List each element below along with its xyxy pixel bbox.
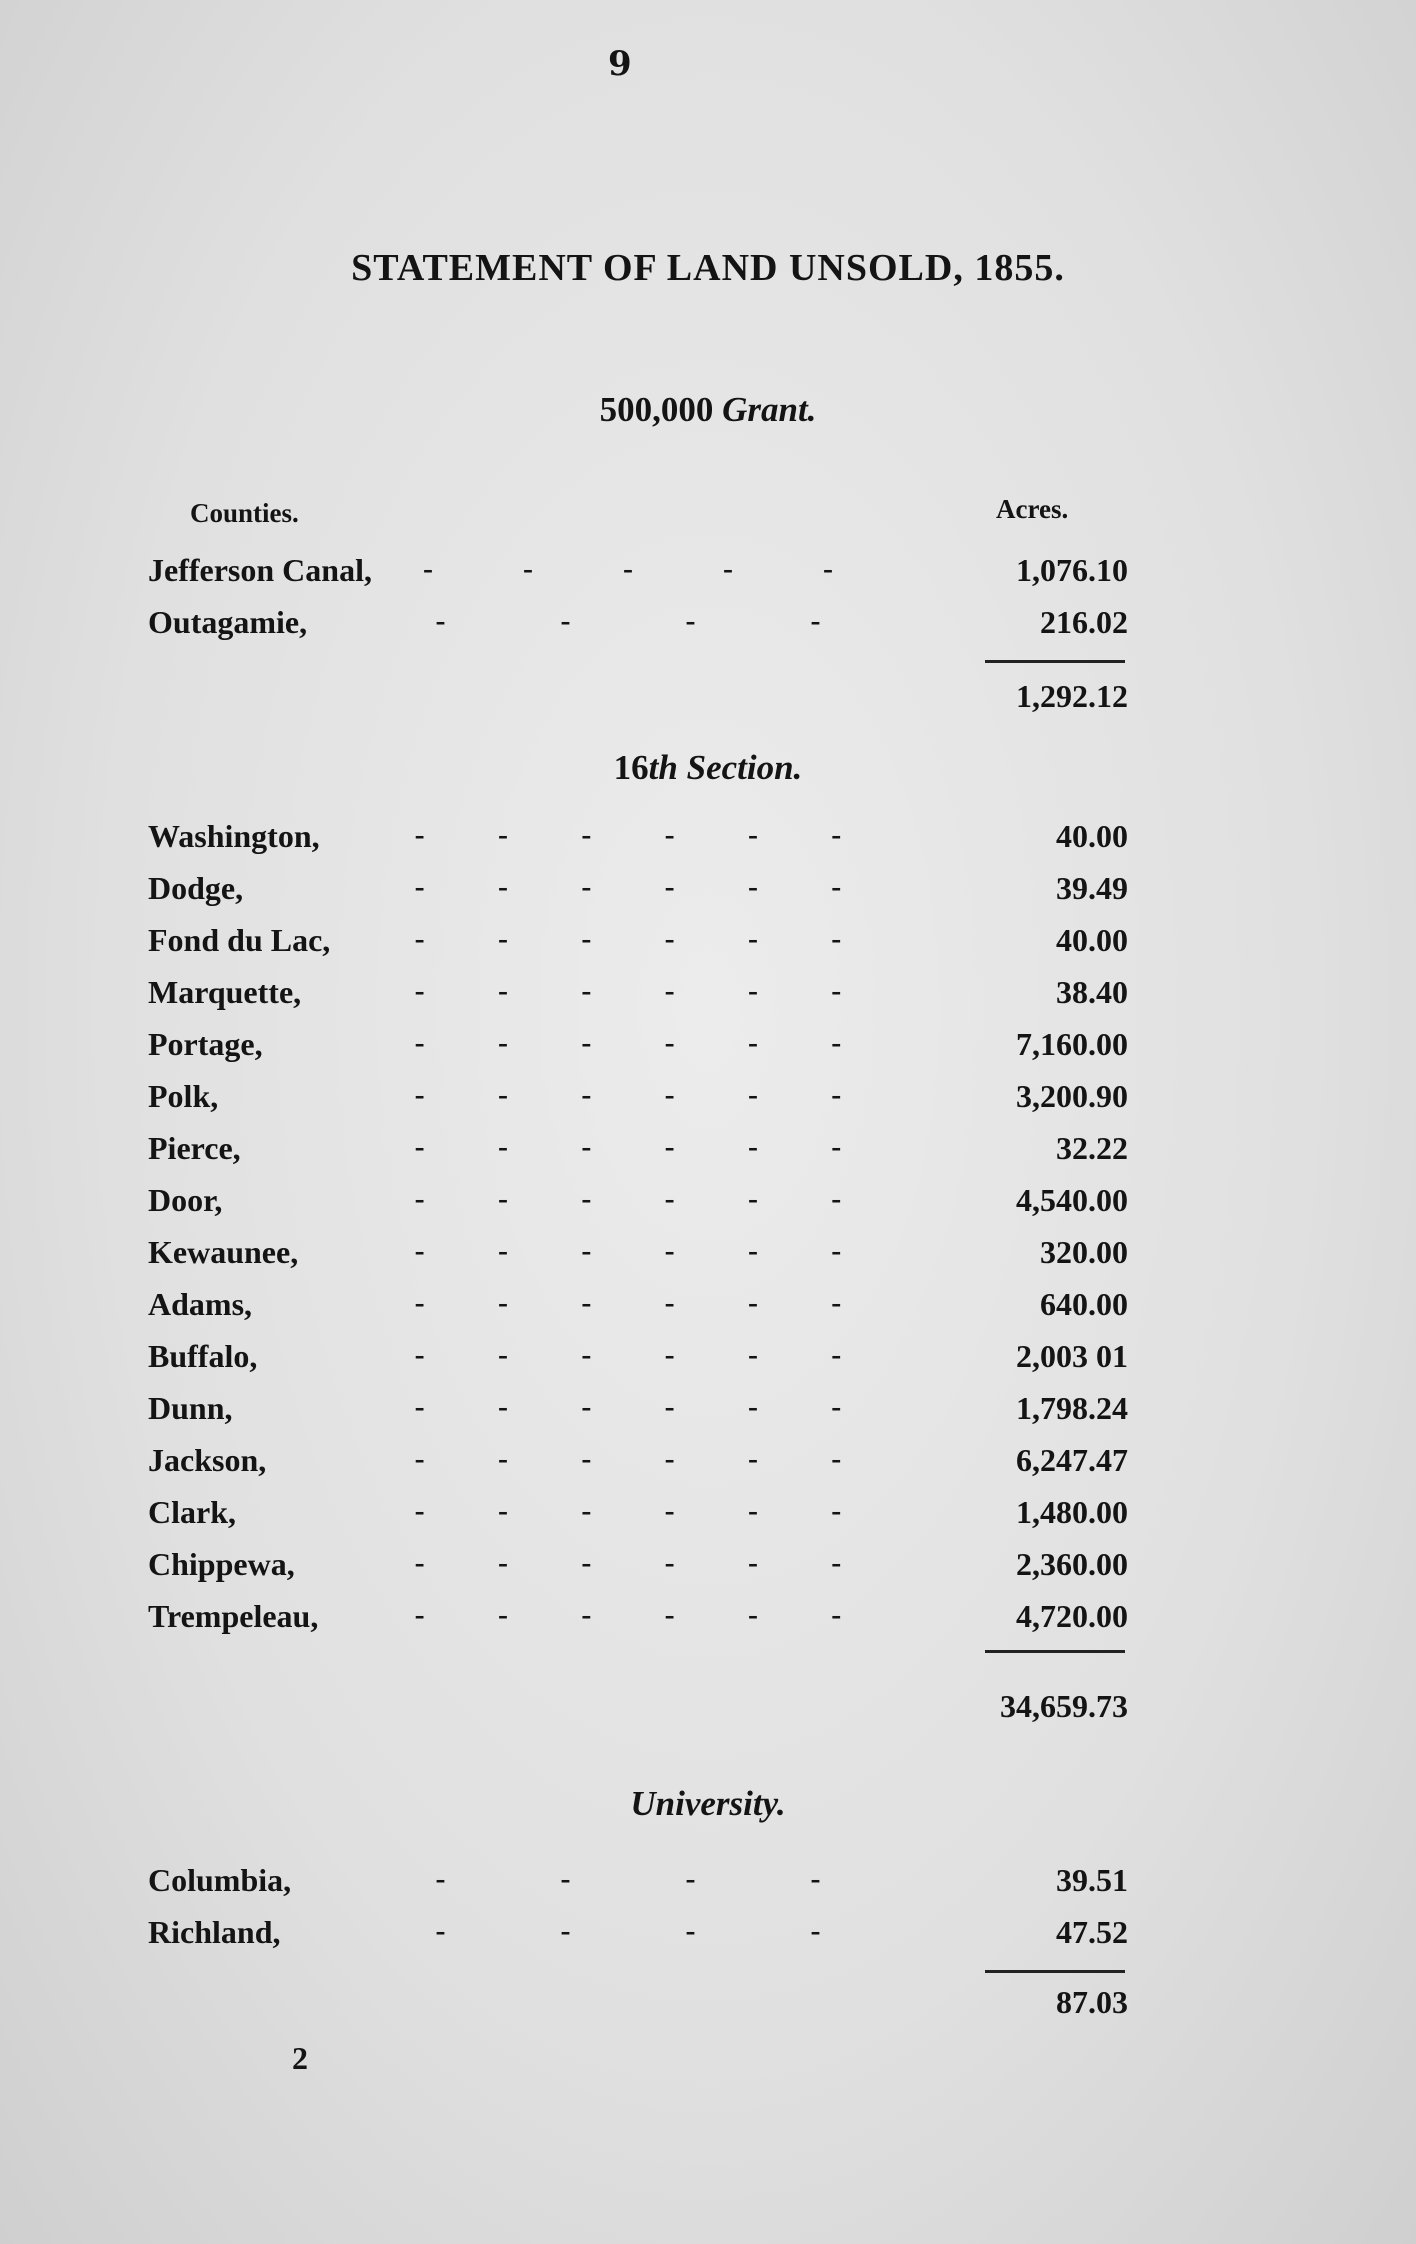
acres-value: 1,076.10 xyxy=(1016,552,1128,588)
signature-mark: 2 xyxy=(292,2040,308,2076)
acres-value: 1,798.24 xyxy=(1016,1390,1128,1426)
county-name: Outagamie, xyxy=(148,604,308,640)
leader-dots: - - - - - - xyxy=(414,1026,842,1059)
page-number: 9 xyxy=(608,44,632,84)
county-name: Jefferson Canal, xyxy=(148,552,372,588)
acres-value: 216.02 xyxy=(1040,604,1128,640)
county-name: Richland, xyxy=(148,1914,281,1950)
acres-value: 1,480.00 xyxy=(1016,1494,1128,1530)
table-row xyxy=(148,1234,1128,1278)
acres-value: 7,160.00 xyxy=(1016,1026,1128,1062)
section-heading-word: th Section. xyxy=(648,748,803,787)
section-total: 87.03 xyxy=(1056,1984,1128,2020)
county-name: Portage, xyxy=(148,1026,263,1062)
county-name: Jackson, xyxy=(148,1442,267,1478)
acres-value: 2,360.00 xyxy=(1016,1546,1128,1582)
table-row xyxy=(148,1862,1128,1906)
acres-value: 4,540.00 xyxy=(1016,1182,1128,1218)
page-title: STATEMENT OF LAND UNSOLD, 1855. xyxy=(351,247,1065,289)
leader-dots: - - - - xyxy=(435,1862,821,1895)
table-row xyxy=(148,1026,1128,1070)
table-row xyxy=(148,1390,1128,1434)
county-name: Trempeleau, xyxy=(148,1598,319,1634)
acres-value: 38.40 xyxy=(1056,974,1128,1010)
leader-dots: - - - - - - xyxy=(414,1234,842,1267)
table-row xyxy=(148,1546,1128,1590)
leader-dots: - - - - - - xyxy=(414,1442,842,1475)
leader-dots: - - - - xyxy=(435,1914,821,1947)
acres-value: 640.00 xyxy=(1040,1286,1128,1322)
section-total: 1,292.12 xyxy=(1016,678,1128,714)
table-row xyxy=(148,1442,1128,1486)
county-name: Fond du Lac, xyxy=(148,922,331,958)
county-name: Clark, xyxy=(148,1494,236,1530)
table-row xyxy=(148,870,1128,914)
acres-value: 3,200.90 xyxy=(1016,1078,1128,1114)
acres-value: 39.51 xyxy=(1056,1862,1128,1898)
county-name: Washington, xyxy=(148,818,320,854)
table-row xyxy=(148,922,1128,966)
county-name: Buffalo, xyxy=(148,1338,258,1374)
table-row xyxy=(148,1494,1128,1538)
county-name: Columbia, xyxy=(148,1862,292,1898)
county-name: Polk, xyxy=(148,1078,219,1114)
acres-value: 4,720.00 xyxy=(1016,1598,1128,1634)
leader-dots: - - - - - - xyxy=(414,1182,842,1215)
leader-dots: - - - - - - xyxy=(414,818,842,851)
section-heading-grant xyxy=(0,390,1416,430)
acres-value: 32.22 xyxy=(1056,1130,1128,1166)
leader-dots: - - - - - - xyxy=(414,1130,842,1163)
total-rule xyxy=(985,1650,1125,1653)
table-row xyxy=(148,818,1128,862)
county-name: Marquette, xyxy=(148,974,302,1010)
table-row xyxy=(148,1130,1128,1174)
acres-value: 2,003 01 xyxy=(1016,1338,1128,1374)
table-row xyxy=(148,552,1128,596)
acres-value: 47.52 xyxy=(1056,1914,1128,1950)
section-heading-university xyxy=(0,1784,1416,1824)
leader-dots: - - - - - - xyxy=(414,870,842,903)
column-header-acres: Acres. xyxy=(996,494,1069,524)
leader-dots: - - - - - - xyxy=(414,1390,842,1423)
leader-dots: - - - - - - xyxy=(414,1078,842,1111)
leader-dots: - - - - - - xyxy=(414,1286,842,1319)
leader-dots: - - - - - - xyxy=(414,922,842,955)
county-name: Dunn, xyxy=(148,1390,233,1426)
column-header-counties: Counties. xyxy=(190,498,299,528)
section-total: 34,659.73 xyxy=(1000,1688,1128,1724)
county-name: Adams, xyxy=(148,1286,253,1322)
leader-dots: - - - - - - xyxy=(414,1338,842,1371)
section-heading-16th xyxy=(0,748,1416,788)
acres-value: 40.00 xyxy=(1056,922,1128,958)
total-rule xyxy=(985,1970,1125,1973)
county-name: Dodge, xyxy=(148,870,244,906)
table-row xyxy=(148,1286,1128,1330)
section-heading-number: 500,000 xyxy=(599,390,714,429)
leader-dots: - - - - - xyxy=(423,552,833,585)
leader-dots: - - - - xyxy=(435,604,821,637)
leader-dots: - - - - - - xyxy=(414,1494,842,1527)
acres-value: 320.00 xyxy=(1040,1234,1128,1270)
county-name: Kewaunee, xyxy=(148,1234,299,1270)
table-row xyxy=(148,1078,1128,1122)
table-row xyxy=(148,974,1128,1018)
table-row xyxy=(148,1338,1128,1382)
section-heading-word: University. xyxy=(630,1784,786,1823)
section-heading-number: 16 xyxy=(613,748,649,787)
table-row xyxy=(148,1598,1128,1642)
leader-dots: - - - - - - xyxy=(414,1598,842,1631)
leader-dots: - - - - - - xyxy=(414,1546,842,1579)
acres-value: 40.00 xyxy=(1056,818,1128,854)
table-row xyxy=(148,1914,1128,1958)
acres-value: 39.49 xyxy=(1056,870,1128,906)
county-name: Pierce, xyxy=(148,1130,241,1166)
total-rule xyxy=(985,660,1125,663)
acres-value: 6,247.47 xyxy=(1016,1442,1128,1478)
table-row xyxy=(148,1182,1128,1226)
section-heading-word: Grant. xyxy=(722,390,817,429)
county-name: Door, xyxy=(148,1182,223,1218)
leader-dots: - - - - - - xyxy=(414,974,842,1007)
county-name: Chippewa, xyxy=(148,1546,295,1582)
table-row xyxy=(148,604,1128,648)
